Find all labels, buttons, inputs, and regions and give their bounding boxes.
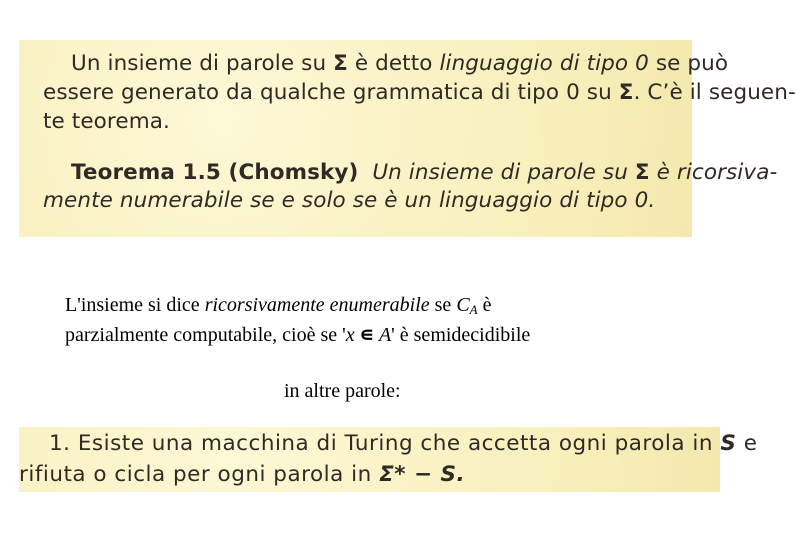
excerpt-line-2: [19, 462, 465, 487]
excerpt-line-3: te teorema.: [43, 109, 170, 134]
definition-line-1: [65, 294, 492, 318]
scanned-excerpt-top: [19, 40, 796, 237]
definition-line-2: [65, 322, 530, 347]
subscript-a: A: [469, 302, 478, 317]
excerpt-text: è detto: [347, 51, 440, 76]
set-a: A: [378, 324, 392, 346]
theorem-label: Teorema 1.5 (Chomsky): [71, 160, 359, 185]
excerpt-line-1: [71, 51, 728, 76]
excerpt-line-1: [49, 431, 757, 456]
excerpt-text: . C’è il seguen-: [633, 80, 796, 105]
excerpt-text: 1. Esiste una macchina di Turing che accetta ogni parola in: [49, 431, 721, 456]
excerpt-text: e: [736, 431, 758, 456]
definition-text: parzialmente computabile, cioè se ': [65, 324, 346, 346]
theorem-text: è ricorsiva-: [649, 160, 778, 185]
theorem-text: Un insieme di parole su: [372, 160, 635, 185]
excerpt-italic-term: linguaggio di tipo 0: [439, 51, 649, 76]
variable-x: x: [345, 324, 355, 346]
set-s: S: [720, 431, 737, 456]
excerpt-text: Un insieme di parole su: [71, 51, 334, 76]
sigma-symbol: Σ: [618, 80, 634, 105]
definition-term: ricorsivamente enumerabile: [204, 294, 430, 316]
transition-text: in altre parole:: [284, 380, 401, 402]
theorem-line-1: [71, 160, 777, 185]
sigma-star-minus-s: Σ* − S.: [379, 462, 466, 487]
sigma-symbol: Σ: [634, 160, 650, 185]
definition-text: se: [429, 294, 457, 316]
definition-text: è: [477, 294, 492, 316]
excerpt-line-2: [43, 80, 796, 105]
definition-text: L'insieme si dice: [65, 294, 205, 316]
excerpt-text: essere generato da qualche grammatica di tipo 0 su: [43, 80, 619, 105]
theorem-line-2: mente numerabile se e solo se è un linguaggio di tipo 0.: [43, 188, 656, 213]
excerpt-text: se può: [648, 51, 729, 76]
sigma-symbol: Σ: [333, 51, 348, 76]
excerpt-text: rifiuta o cicla per ogni parola in: [19, 462, 380, 487]
characteristic-function-symbol: C: [456, 294, 470, 316]
definition-text: ' è semidecidibile: [391, 324, 531, 346]
scanned-excerpt-bottom: [19, 427, 758, 492]
element-of-symbol: ∊: [354, 324, 379, 346]
